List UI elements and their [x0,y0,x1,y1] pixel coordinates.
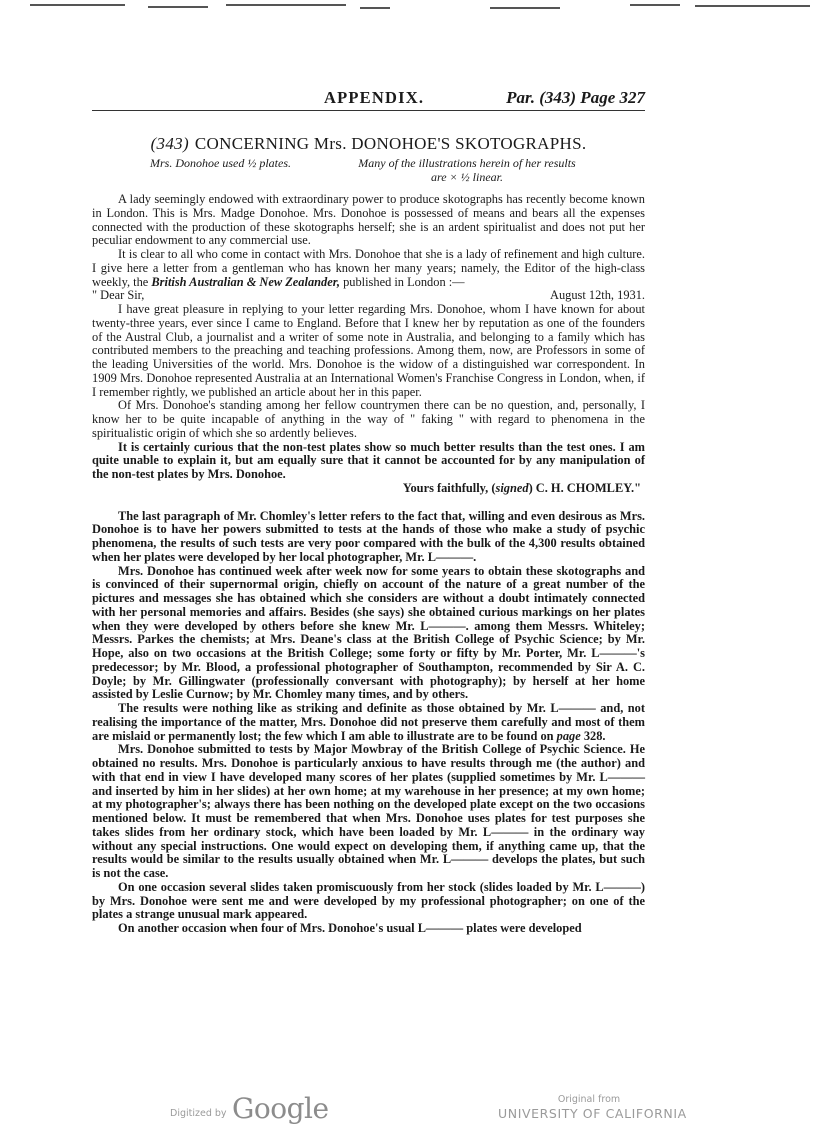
body-text [92,193,645,936]
paragraph [92,248,645,289]
digitized-by-text: Digitized by [170,1108,227,1119]
signed-word: signed [495,480,529,495]
letter-paragraph: I have great pleasure in replying to your letter regarding Mrs. Donohoe, whom I have known for about twenty-three years, ever since I came to England. Before that I knew her by reputation as one of the founders of the Austral Club, a journalist and a writer of some note in Australia, and belonging to a family which has contributed members to the preaching and teaching professions. Among them, now, are Professors in some of the leading Universities of the world. Mrs. Donohoe is the widow of a distinguished war correspondent. In 1909 Mrs. Donohoe represented Australia at an International Women's Franchise Congress in London, when, if I remember rightly, we published an article about her in this paper. [92,302,645,399]
section-title-text: CONCERNING Mrs. DONOHOE'S SKOTOGRAPHS. [194,134,587,153]
subtitle-part2: Many of the illustrations herein of her results [358,156,576,170]
scan-artifact-strip [30,4,810,16]
paragraph: Mrs. Donohoe has continued week after week now for some years to obtain these skotographs and is convinced of their supernormal origin, chiefly on account of the nature of a great number of the pictures and messages she has obtained which she considers are without a doubt intimately connected with her personal memories and affairs. Besides (she says) she obtained curious markings on her plates when they were developed by others before she knew Mr. L———. among them Messrs. Whiteley; Messrs. Parkes the chemists; at Mrs. Deane's class at the British College of Psychic Science; by Mr. Hope, also on two occasions at the British College; some forty or fifty by Mr. Porter, Mr. L———'s predecessor; by Mr. Blood, a professional photographer of Southampton, recommended by Sir A. C. Doyle; by Mr. Gillingwater (professionally conversant with photography); by herself at her home assisted by Leslie Curnow; by Mr. Chomley many times, and by others. [92,563,645,702]
header-paragraph-page: Par. (343) Page 327 [506,88,645,107]
paragraph: On another occasion when four of Mrs. Donohoe's usual L——— plates were developed [118,921,582,935]
letter-salutation: " Dear Sir, [92,288,145,303]
original-from-text: Original from [557,1094,621,1105]
page-ref: page [556,728,581,743]
original-from-watermark [498,1094,687,1121]
paragraph-text: published in London :— [343,274,465,289]
paragraph: Mrs. Donohoe submitted to tests by Major Mowbray of the British College of Psychic Science. He obtained no results. Mrs. Donohoe is particularly anxious to have results through me (the author) and with that end in view I have developed many scores of her plates (supplied sometimes by Mr. L——— and inserted by him in her slides) at her own home; at my warehouse in her presence; at my own home; at my photographer's; always there has been nothing on the developed plate except on the two occasions mentioned below. It must be remembered that when Mrs. Donohoe uses plates for test purposes she takes slides from her ordinary stock, which have been loaded by Mr. L——— in the ordinary way without any special instructions. One would expect on developing them, if anything came up, that the results would be similar to the results usually obtained when Mr. L——— develops the plates, but such is not the case. [92,742,645,880]
paragraph: On one occasion several slides taken promiscuously from her stock (slides loaded by Mr. L———) by Mrs. Donohoe were sent me and were developed by my professional photographer; on one of the plates a strange unusual mark appeared. [92,879,645,922]
university-text: UNIVERSITY OF CALIFORNIA [498,1106,687,1121]
section-number: (343) [150,134,189,153]
header-section: APPENDIX. [324,88,425,107]
letter-signature: Yours faithfully, (signed) C. H. CHOMLEY." [402,480,641,495]
letter-date: August 12th, 1931. [550,288,645,303]
header-rule [92,110,645,111]
letter-header [92,289,645,303]
section-title [92,134,645,154]
paragraph-text: It is clear to all who come in contact with Mrs. Donohoe that she is a lady of refinement and high culture. I give here a letter from a gentleman who has known her many years; namely, the Editor of the high-class weekly, the [92,247,645,289]
publication-name: British Australian & New Zealander, [151,274,340,289]
paragraph: The results were nothing like as striking and definite as those obtained by Mr. L——— and, not realising the importance of the matter, Mrs. Donohoe did not preserve them carefully and most of them are mislaid or permanently lost; the few which I am able to illustrate are to be found on page 328. [92,701,645,743]
subtitle-part1: Mrs. Donohoe used ½ plates. [150,156,291,170]
letter-paragraph: It is certainly curious that the non-test plates show so much better results than the test ones. I am quite unable to explain it, but am equally sure that it cannot be accounted for by any manipulation of the non-test plates by Mrs. Donohoe. [92,439,645,481]
subtitle-part3: are × ½ linear. [431,170,503,184]
google-logo: Google [232,1092,329,1125]
paragraph: The last paragraph of Mr. Chomley's letter refers to the fact that, willing and even desirous as Mrs. Donohoe is to have her powers submitted to tests at the hands of those who make a study of psychic phenomena, the results of such tests are very poor compared with the bulk of the 4,300 results obtained when her plates were developed by her local photographer, Mr. L———. [92,508,645,564]
letter-paragraph: Of Mrs. Donohoe's standing among her fellow countrymen there can be no question, and, personally, I know her to be quite incapable of anything in the way of " faking " with regard to phenomena in the spiritualistic origin of which she so ardently believes. [92,398,645,440]
paragraph: A lady seemingly endowed with extraordinary power to produce skotographs has recently become known in London. This is Mrs. Madge Donohoe. Mrs. Donohoe is possessed of means and bears all the expenses connected with the production of these skotographs herself; she is an ardent spiritualist and does not put her peculiar endowment to any commercial use. [92,192,645,248]
page-header [92,88,645,110]
